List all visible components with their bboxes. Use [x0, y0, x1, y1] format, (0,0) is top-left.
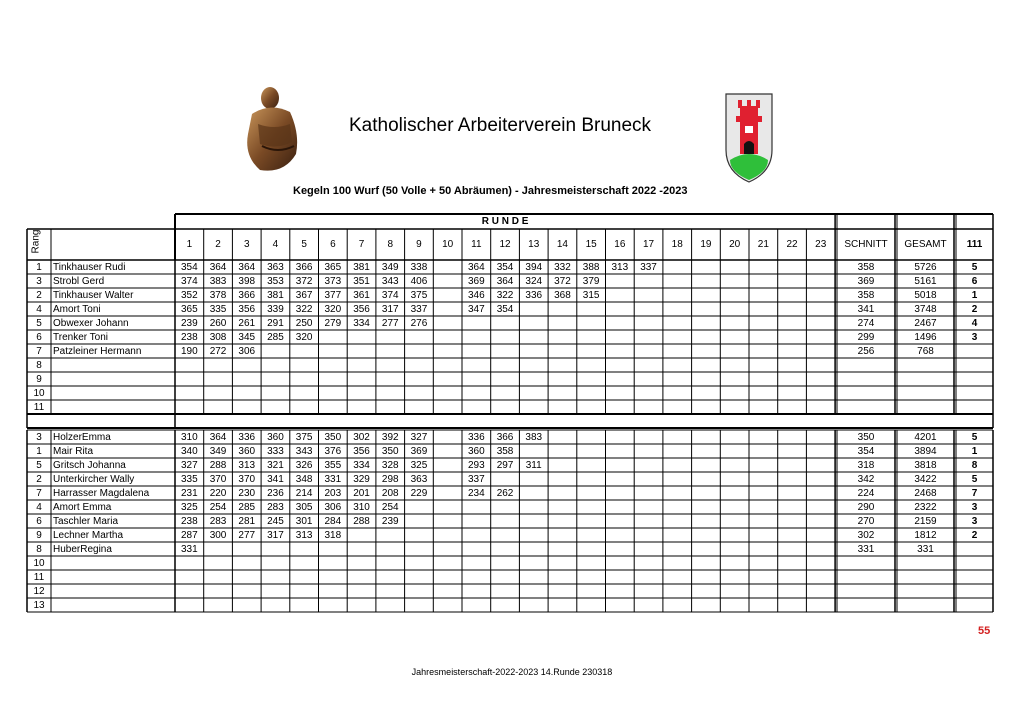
women-score-3-5: 348 — [295, 473, 313, 485]
women-last-4: 7 — [971, 487, 978, 499]
round-number-7: 7 — [358, 239, 365, 250]
men-score-1-7: 351 — [353, 275, 370, 287]
men-schnitt-4: 274 — [857, 317, 875, 329]
women-score-2-9: 325 — [410, 459, 428, 471]
women-schnitt-8: 331 — [857, 543, 875, 555]
men-score-1-4: 353 — [267, 275, 284, 287]
women-schnitt-2: 318 — [857, 459, 875, 471]
women-score-7-2: 300 — [209, 529, 227, 541]
women-score-6-1: 238 — [181, 515, 198, 527]
men-rang-1: 3 — [36, 275, 42, 287]
women-schnitt-3: 342 — [857, 473, 875, 485]
men-name-0: Tinkhauser Rudi — [53, 261, 126, 273]
men-last-0: 5 — [971, 261, 978, 273]
women-schnitt-1: 354 — [857, 445, 875, 457]
men-last-2: 1 — [971, 289, 978, 301]
men-last-1: 6 — [971, 275, 978, 287]
men-name-4: Obwexer Johann — [53, 317, 129, 329]
men-rang-7: 8 — [36, 359, 42, 371]
men-name-2: Tinkhauser Walter — [53, 289, 134, 301]
round-number-14: 14 — [556, 239, 568, 250]
men-score-2-11: 346 — [468, 289, 485, 301]
men-schnitt-5: 299 — [857, 331, 875, 343]
women-name-0: HolzerEmma — [53, 431, 111, 443]
women-gesamt-5: 2322 — [914, 501, 937, 513]
women-score-5-7: 310 — [353, 501, 370, 513]
women-score-4-2: 220 — [209, 487, 227, 499]
women-score-5-3: 285 — [238, 501, 256, 513]
women-score-0-5: 375 — [295, 431, 313, 443]
men-score-0-4: 363 — [267, 261, 284, 273]
men-score-0-1: 354 — [181, 261, 198, 273]
round-number-5: 5 — [301, 239, 307, 250]
men-gesamt-1: 5161 — [914, 275, 937, 287]
women-rang-7: 9 — [36, 529, 42, 541]
men-score-2-3: 366 — [238, 289, 256, 301]
women-rang-6: 6 — [36, 515, 42, 527]
men-score-5-3: 345 — [238, 331, 256, 343]
men-score-1-15: 379 — [582, 275, 600, 287]
men-schnitt-3: 341 — [857, 303, 875, 315]
women-score-7-6: 318 — [324, 529, 342, 541]
women-name-7: Lechner Martha — [53, 529, 124, 541]
women-score-5-2: 254 — [209, 501, 227, 513]
women-score-4-4: 236 — [267, 487, 284, 499]
men-score-4-5: 250 — [295, 317, 313, 329]
men-score-1-14: 372 — [554, 275, 571, 287]
men-score-0-9: 338 — [410, 261, 428, 273]
women-score-4-3: 230 — [238, 487, 256, 499]
women-gesamt-0: 4201 — [914, 431, 937, 443]
round-number-9: 9 — [416, 239, 422, 250]
round-number-18: 18 — [671, 239, 683, 250]
women-score-4-6: 203 — [324, 487, 342, 499]
club-title: Katholischer Arbeiterverein Bruneck — [349, 115, 652, 136]
men-score-6-3: 306 — [238, 345, 256, 357]
women-score-0-11: 336 — [468, 431, 485, 443]
women-score-4-9: 229 — [410, 487, 428, 499]
women-gesamt-1: 3894 — [914, 445, 937, 457]
men-score-0-14: 332 — [554, 261, 571, 273]
women-score-5-8: 254 — [381, 501, 399, 513]
men-last-4: 4 — [971, 317, 978, 329]
women-rang-8: 8 — [36, 543, 42, 555]
women-score-7-5: 313 — [295, 529, 313, 541]
women-score-3-4: 341 — [267, 473, 284, 485]
women-score-7-1: 287 — [181, 529, 198, 541]
men-score-6-1: 190 — [181, 345, 198, 357]
women-score-4-5: 214 — [295, 487, 313, 499]
women-score-0-13: 383 — [525, 431, 543, 443]
women-score-4-11: 234 — [468, 487, 485, 499]
men-score-0-2: 364 — [209, 261, 227, 273]
men-score-3-7: 356 — [353, 303, 370, 315]
men-rang-2: 2 — [36, 289, 42, 301]
men-score-2-6: 377 — [324, 289, 342, 301]
men-score-1-2: 383 — [209, 275, 227, 287]
men-rang-6: 7 — [36, 345, 42, 357]
women-score-1-8: 350 — [381, 445, 399, 457]
women-score-3-2: 370 — [209, 473, 227, 485]
women-score-3-8: 298 — [381, 473, 399, 485]
men-name-6: Patzleiner Hermann — [53, 345, 142, 357]
men-name-5: Trenker Toni — [53, 331, 109, 343]
women-score-0-4: 360 — [267, 431, 284, 443]
women-score-2-12: 297 — [496, 459, 514, 471]
men-score-0-7: 381 — [353, 261, 370, 273]
women-score-8-1: 331 — [181, 543, 198, 555]
women-rang-1: 1 — [36, 445, 42, 457]
men-score-4-9: 276 — [410, 317, 428, 329]
women-score-2-3: 313 — [238, 459, 256, 471]
men-last-3: 2 — [971, 303, 978, 315]
men-score-0-8: 349 — [381, 261, 399, 273]
round-number-3: 3 — [243, 239, 250, 250]
women-name-8: HuberRegina — [53, 543, 112, 555]
women-score-1-4: 333 — [267, 445, 284, 457]
men-score-3-11: 347 — [468, 303, 485, 315]
women-score-6-6: 284 — [324, 515, 342, 527]
men-score-2-7: 361 — [353, 289, 370, 301]
men-score-1-3: 398 — [238, 275, 256, 287]
women-score-2-1: 327 — [181, 459, 198, 471]
men-score-0-6: 365 — [324, 261, 342, 273]
men-rang-8: 9 — [36, 373, 42, 385]
men-score-1-6: 373 — [324, 275, 342, 287]
men-rang-5: 6 — [36, 331, 42, 343]
women-score-4-7: 201 — [353, 487, 370, 499]
round-number-6: 6 — [330, 239, 336, 250]
women-score-0-2: 364 — [209, 431, 227, 443]
women-score-6-4: 245 — [267, 515, 284, 527]
women-score-5-1: 325 — [181, 501, 198, 513]
round-number-10: 10 — [442, 239, 454, 250]
women-gesamt-3: 3422 — [914, 473, 937, 485]
women-score-5-5: 305 — [295, 501, 313, 513]
men-rang-9: 10 — [33, 387, 45, 399]
men-score-3-2: 335 — [209, 303, 227, 315]
women-last-0: 5 — [971, 431, 978, 443]
men-score-2-5: 367 — [295, 289, 313, 301]
men-score-4-4: 291 — [267, 317, 284, 329]
women-score-3-11: 337 — [468, 473, 485, 485]
women-score-0-9: 327 — [410, 431, 428, 443]
men-score-2-9: 375 — [410, 289, 428, 301]
round-number-12: 12 — [499, 239, 511, 250]
men-score-5-1: 238 — [181, 331, 198, 343]
women-score-3-9: 363 — [410, 473, 428, 485]
round-number-15: 15 — [585, 239, 597, 250]
women-score-2-4: 321 — [267, 459, 284, 471]
men-score-3-3: 356 — [238, 303, 256, 315]
men-score-0-11: 364 — [468, 261, 485, 273]
round-number-1: 1 — [186, 239, 193, 250]
men-rang-4: 5 — [36, 317, 42, 329]
men-score-1-12: 364 — [496, 275, 514, 287]
round-number-13: 13 — [528, 239, 540, 250]
women-score-6-3: 281 — [238, 515, 256, 527]
men-gesamt-6: 768 — [917, 345, 934, 357]
women-schnitt-5: 290 — [857, 501, 875, 513]
men-score-1-13: 324 — [525, 275, 543, 287]
men-score-4-8: 277 — [381, 317, 399, 329]
round-number-8: 8 — [387, 239, 394, 250]
women-score-1-5: 343 — [295, 445, 313, 457]
round-number-20: 20 — [729, 239, 741, 250]
men-score-2-14: 368 — [554, 289, 571, 301]
women-gesamt-7: 1812 — [914, 529, 937, 541]
women-score-5-4: 283 — [267, 501, 284, 513]
round-number-21: 21 — [757, 239, 769, 250]
round-number-2: 2 — [215, 239, 221, 250]
championship-subtitle: Kegeln 100 Wurf (50 Volle + 50 Abräumen) - Jahresmeisterschaft 2022 -2023 — [293, 185, 688, 197]
women-score-0-1: 310 — [181, 431, 198, 443]
women-rang-3: 2 — [36, 473, 42, 485]
women-name-1: Mair Rita — [53, 445, 94, 457]
men-score-4-1: 239 — [181, 317, 198, 329]
men-score-4-2: 260 — [209, 317, 227, 329]
women-last-5: 3 — [971, 501, 978, 513]
men-score-0-3: 364 — [238, 261, 256, 273]
men-rang-0: 1 — [36, 261, 42, 273]
women-rang-12: 13 — [33, 599, 45, 611]
women-score-2-7: 334 — [353, 459, 370, 471]
women-rang-4: 7 — [36, 487, 42, 499]
men-last-5: 3 — [971, 331, 978, 343]
women-last-1: 1 — [971, 445, 978, 457]
men-score-3-8: 317 — [381, 303, 399, 315]
women-name-5: Amort Emma — [53, 501, 112, 513]
women-rang-10: 11 — [33, 571, 45, 583]
women-rang-0: 3 — [36, 431, 42, 443]
round-number-16: 16 — [614, 239, 626, 250]
round-number-11: 11 — [471, 239, 482, 250]
men-score-5-5: 320 — [295, 331, 313, 343]
women-score-6-7: 288 — [353, 515, 370, 527]
women-score-4-1: 231 — [181, 487, 198, 499]
women-score-3-1: 335 — [181, 473, 198, 485]
men-score-1-1: 374 — [181, 275, 198, 287]
women-score-7-3: 277 — [238, 529, 256, 541]
women-schnitt-6: 270 — [857, 515, 875, 527]
schnitt-header: SCHNITT — [844, 239, 888, 250]
women-gesamt-4: 2468 — [914, 487, 937, 499]
women-score-2-2: 288 — [209, 459, 227, 471]
men-score-3-1: 365 — [181, 303, 198, 315]
round-number-23: 23 — [815, 239, 827, 250]
men-score-0-13: 394 — [525, 261, 543, 273]
women-last-2: 8 — [971, 459, 978, 471]
women-score-1-3: 360 — [238, 445, 256, 457]
men-score-0-16: 313 — [611, 261, 629, 273]
women-schnitt-0: 350 — [857, 431, 875, 443]
women-score-3-3: 370 — [238, 473, 256, 485]
women-score-0-12: 366 — [496, 431, 514, 443]
women-rang-2: 5 — [36, 459, 42, 471]
women-score-1-1: 340 — [181, 445, 198, 457]
men-score-4-7: 334 — [353, 317, 370, 329]
women-score-0-6: 350 — [324, 431, 342, 443]
women-score-0-3: 336 — [238, 431, 256, 443]
women-score-1-12: 358 — [496, 445, 514, 457]
women-score-5-6: 306 — [324, 501, 342, 513]
men-score-0-17: 337 — [640, 261, 657, 273]
women-name-2: Gritsch Johanna — [53, 459, 126, 471]
men-gesamt-0: 5726 — [914, 261, 937, 273]
men-score-6-2: 272 — [209, 345, 227, 357]
women-rang-5: 4 — [36, 501, 42, 513]
round-number-19: 19 — [700, 239, 712, 250]
rang-label: Rang — [30, 229, 42, 254]
men-score-3-4: 339 — [267, 303, 284, 315]
women-score-1-7: 356 — [353, 445, 370, 457]
men-score-1-8: 343 — [381, 275, 399, 287]
men-name-3: Amort Toni — [53, 303, 101, 315]
women-score-0-7: 302 — [353, 431, 370, 443]
runde-label: R U N D E — [481, 216, 529, 227]
men-score-3-5: 322 — [295, 303, 313, 315]
women-rang-9: 10 — [33, 557, 45, 569]
women-score-0-8: 392 — [381, 431, 399, 443]
women-gesamt-6: 2159 — [914, 515, 937, 527]
women-name-4: Harrasser Magdalena — [53, 487, 150, 499]
men-score-4-3: 261 — [238, 317, 256, 329]
women-schnitt-7: 302 — [857, 529, 875, 541]
women-last-6: 3 — [971, 515, 978, 527]
women-score-3-6: 331 — [324, 473, 342, 485]
women-last-3: 5 — [971, 473, 978, 485]
women-name-3: Unterkircher Wally — [53, 473, 135, 485]
men-score-4-6: 279 — [324, 317, 342, 329]
women-score-2-13: 311 — [525, 459, 542, 471]
men-gesamt-5: 1496 — [914, 331, 937, 343]
women-score-4-12: 262 — [496, 487, 514, 499]
women-score-7-4: 317 — [267, 529, 284, 541]
women-score-3-7: 329 — [353, 473, 370, 485]
women-score-6-8: 239 — [381, 515, 399, 527]
men-name-1: Strobl Gerd — [53, 275, 105, 287]
men-score-2-2: 378 — [209, 289, 227, 301]
men-schnitt-0: 358 — [857, 261, 875, 273]
women-schnitt-4: 224 — [857, 487, 875, 499]
men-rang-10: 11 — [33, 401, 45, 413]
women-score-4-8: 208 — [381, 487, 399, 499]
women-name-6: Taschler Maria — [53, 515, 119, 527]
women-score-1-11: 360 — [468, 445, 485, 457]
men-gesamt-2: 5018 — [914, 289, 937, 301]
women-score-1-9: 369 — [410, 445, 428, 457]
men-score-0-12: 354 — [496, 261, 514, 273]
men-score-3-6: 320 — [324, 303, 342, 315]
women-score-2-11: 293 — [468, 459, 485, 471]
men-schnitt-1: 369 — [857, 275, 875, 287]
women-gesamt-2: 3818 — [914, 459, 937, 471]
men-score-1-5: 372 — [295, 275, 313, 287]
men-score-2-13: 336 — [525, 289, 543, 301]
men-score-2-1: 352 — [181, 289, 198, 301]
women-score-1-6: 376 — [324, 445, 342, 457]
men-schnitt-6: 256 — [857, 345, 875, 357]
men-score-2-15: 315 — [582, 289, 600, 301]
gesamt-header: GESAMT — [904, 239, 947, 250]
round-number-22: 22 — [786, 239, 798, 250]
men-score-3-9: 337 — [410, 303, 428, 315]
men-score-5-4: 285 — [267, 331, 284, 343]
women-score-1-2: 349 — [209, 445, 227, 457]
men-gesamt-3: 3748 — [914, 303, 937, 315]
women-score-2-8: 328 — [381, 459, 399, 471]
footer-text: Jahresmeisterschaft-2022-2023 14.Runde 230318 — [411, 667, 613, 677]
men-gesamt-4: 2467 — [914, 317, 937, 329]
men-score-0-5: 366 — [295, 261, 313, 273]
last-column-header: 111 — [966, 239, 983, 250]
men-score-0-15: 388 — [582, 261, 600, 273]
men-schnitt-2: 358 — [857, 289, 875, 301]
women-score-2-5: 326 — [295, 459, 313, 471]
women-gesamt-8: 331 — [917, 543, 934, 555]
women-score-6-2: 283 — [209, 515, 227, 527]
women-score-2-6: 355 — [324, 459, 342, 471]
round-number-4: 4 — [272, 239, 279, 250]
men-score-1-11: 369 — [468, 275, 485, 287]
men-score-3-12: 354 — [496, 303, 514, 315]
men-score-5-2: 308 — [209, 331, 227, 343]
men-score-2-4: 381 — [267, 289, 284, 301]
men-rang-3: 4 — [36, 303, 42, 315]
men-score-2-12: 322 — [496, 289, 514, 301]
round-number-17: 17 — [642, 239, 655, 250]
page-number: 55 — [978, 625, 991, 637]
women-last-7: 2 — [971, 529, 978, 541]
women-score-6-5: 301 — [295, 515, 313, 527]
women-rang-11: 12 — [33, 585, 45, 597]
men-score-1-9: 406 — [410, 275, 428, 287]
men-score-2-8: 374 — [381, 289, 399, 301]
